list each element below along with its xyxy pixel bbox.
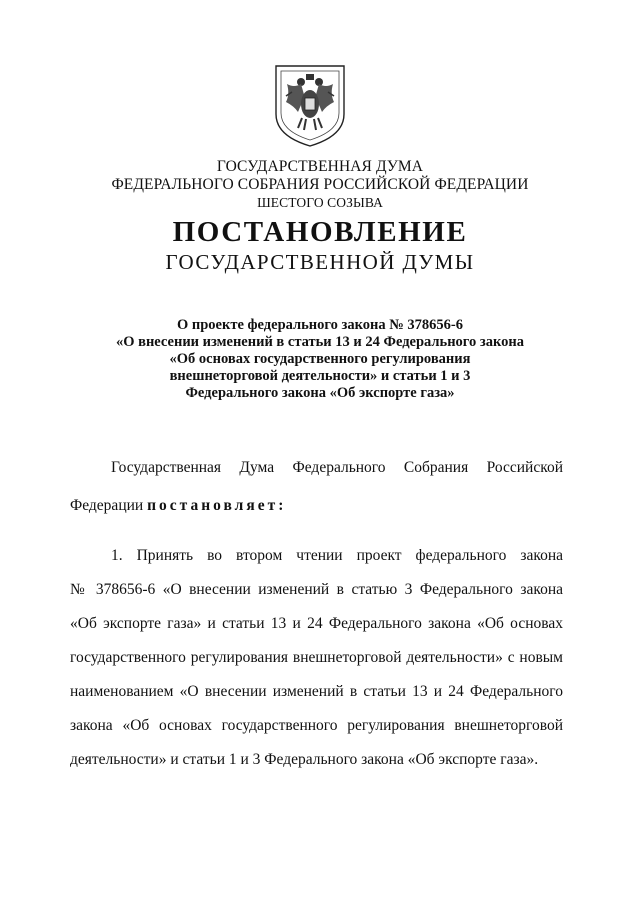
doc-type-title: ПОСТАНОВЛЕНИЕ — [172, 216, 468, 248]
subject-line: О проекте федерального закона № 378656-6 — [176, 317, 464, 333]
item-1-line: наименованием «О внесении изменений в статьи 13 и 24 Федерального — [70, 683, 563, 700]
item-1-line: «Об экспорте газа» и статьи 13 и 24 Федерального закона «Об основах — [70, 615, 563, 632]
org-line-2: ФЕДЕРАЛЬНОГО СОБРАНИЯ РОССИЙСКОЙ ФЕДЕРАЦИИ — [111, 176, 529, 193]
preamble-resolves: постановляет: — [147, 497, 287, 514]
preamble-line: Государственная Дума Федерального Собрания Российской — [111, 459, 563, 476]
preamble-line — [70, 496, 563, 516]
subject-line: «Об основах государственного регулирования — [169, 351, 471, 367]
document-subject — [0, 317, 640, 402]
item-1-line: государственного регулирования внешнеторговой деятельности» с новым — [70, 649, 563, 666]
subject-line: Федерального закона «Об экспорте газа» — [185, 385, 455, 401]
item-1-line: 1. Принять во втором чтении проект федерального закона — [111, 547, 563, 564]
coat-of-arms-icon — [272, 62, 348, 148]
subject-line: внешнеторговой деятельности» и статьи 1 и 3 — [169, 368, 471, 384]
org-line-3: ШЕСТОГО СОЗЫВА — [257, 195, 383, 210]
item-1-line: деятельности» и статьи 1 и 3 Федерального закона «Об экспорте газа». — [70, 751, 539, 768]
item-1-line: закона «Об основах государственного регулирования внешнеторговой — [70, 717, 563, 734]
subject-line: «О внесении изменений в статьи 13 и 24 Федерального закона — [115, 334, 525, 350]
org-line-1: ГОСУДАРСТВЕННАЯ ДУМА — [216, 158, 424, 175]
preamble-prefix: Федерации — [70, 497, 144, 514]
doc-issuer-title: ГОСУДАРСТВЕННОЙ ДУМЫ — [165, 250, 475, 274]
item-1-line: № 378656-6 «О внесении изменений в статью 3 Федерального закона — [70, 581, 563, 598]
